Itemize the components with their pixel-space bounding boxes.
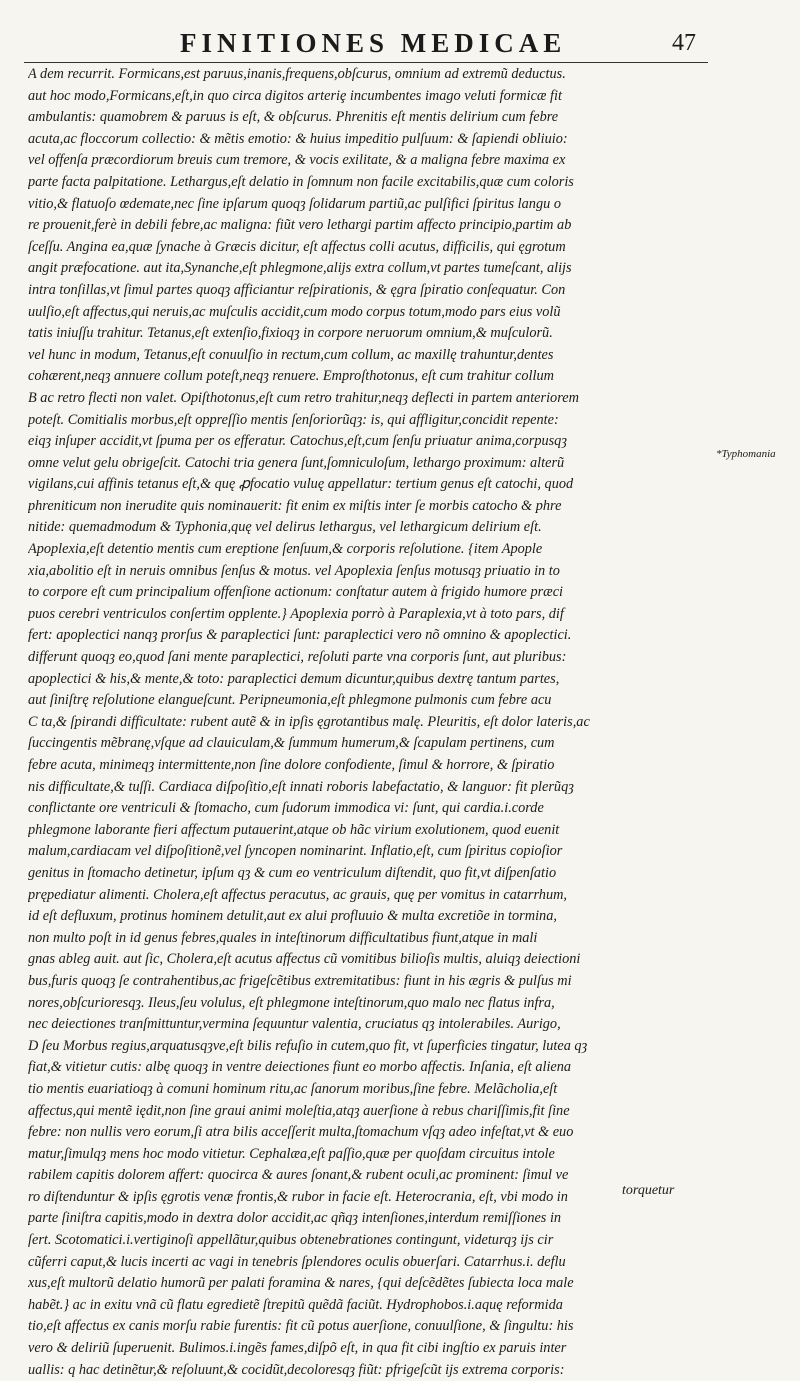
text-line: tio,eſt affectus ex canis morſu rabie furentis: fit cũ potus auerſione, conuulſione, & ſingultu: his: [28, 1318, 574, 1335]
text-line: conflictante ore ventriculi & ſtomacho, cum ſudorum immodica vi: ſunt, qui cardia.i.corde: [28, 800, 544, 817]
text-line: cũferri caput,& lucis incerti ac vagi in tenebris ſplendores oculis obuerſari. Catarrhus.i. deflu: [28, 1253, 566, 1270]
text-line: ſert. Scotomatici.i.vertiginoſi appellãtur,quibus obtenebrationes contingunt, videturqȝ ijs cir: [28, 1232, 554, 1249]
text-line: affectus,qui mentẽ iędit,non ſine graui animi moleſtia,atqȝ auerſione à rebus chariſſimis,fit ſine: [28, 1102, 570, 1119]
text-line: xia,abolitio eſt in neruis omnibus ſenſus & motus. vel Apoplexia ſenſus motusqȝ priuatio in to: [28, 562, 560, 579]
text-line: uallis: q hac detinẽtur,& reſoluunt,& cocidũt,decoloresqȝ fiũt: pfrigeſcũt ijs extrema corporis:: [28, 1361, 565, 1378]
text-line: vitio,& flatuoſo œdemate,nec ſine ipſarum quoqȝ ſolidarum partiũ,ac pulſifici ſpiritus langu o: [28, 195, 561, 212]
text-line: malum,cardiacam vel diſpoſitionẽ,vel ſyncopen nominarint. Inflatio,eſt, cum ſpiritus copioſior: [28, 843, 563, 860]
text-line: puos cerebri ventriculos conſertim opplente.} Apoplexia porrò à Paraplexia,vt à toto pars, dif: [28, 605, 564, 622]
page-number: 47: [672, 30, 696, 56]
text-line: intra tonſillas,vt ſimul partes quoqȝ afficiantur reſpirationis, & ęgra ſpiratio conſequatur. Con: [28, 281, 566, 298]
text-line: gnas ableg auit. aut ſic, Cholera,eſt acutus affectus cũ vomitibus bilioſis multis, aluiqȝ deiectioni: [28, 951, 581, 968]
text-line: re prouenit,ferè in debili febre,ac maligna: fiũt vero lethargi partim affecto principio,partim ab: [28, 217, 572, 234]
text-line: ſuccingentis mẽbranę,vſque ad clauiculam,& ſummum humerum,& ſcapulam pertinens, cum: [28, 735, 555, 752]
text-line: febre acuta, minimeqȝ intermittente,non ſine dolore confodiente, ſimul & horrore, & ſpiratio: [28, 757, 555, 773]
text-line: fiat,& vitietur cutis: albę quoqȝ in ventre deiectiones fiunt eo morbo affectis. Inſania, eſt aliena: [28, 1059, 572, 1076]
text-line: febre: non nullis vero eorum,ſi atra bilis acceſſerit multa,ſtomachum vſqȝ adeo infeſtat,vt & euo: [28, 1124, 574, 1141]
margin-note: *Typhomania: [716, 448, 776, 460]
text-line: habẽt.} ac in exitu vnã cũ flatu egredietẽ ſtrepitũ quẽdã faciũt. Hydrophobos.i.aquę reformida: [28, 1296, 563, 1313]
text-line: parte facta palpitatione. Lethargus,eſt delatio in ſomnum non facile excitabilis,quæ cum coloris: [28, 173, 574, 190]
text-line: fert: apoplectici nanqȝ prorſus & paraplectici ſunt: paraplectici vero nõ omnino & apoplectici.: [28, 627, 572, 644]
text-line: xus,eſt multorũ delatio humorũ per palati foramina & nares, {qui deſcẽdẽtes ſubiecta loca male: [28, 1275, 574, 1292]
text-line: matur,ſimulqȝ mens hoc modo vitietur. Cephalæa,eſt paſſio,quæ per quoſdam circuitus intole: [28, 1145, 555, 1162]
text-line: ſceſſu. Angina ea,quæ ſynache à Græcis dicitur, eſt affectus colli acutus, difficilis, qui ęgrotum: [28, 238, 566, 255]
text-line: to corpore eſt cum principalium offenſione actionum: conſtatur autem à frigido humore præci: [28, 584, 564, 601]
running-head: FINITIONES MEDICAE: [180, 28, 567, 58]
text-line: nec deiectiones tranſmittuntur,vermina ſequuntur valentia, cruciatus qȝ intolerabiles. Aurigo,: [28, 1016, 561, 1033]
text-line: vel offenſa præcordiorum breuis cum tremore, & vocis exilitate, & a maligna febre maxima ex: [28, 152, 566, 169]
text-line: ambulantis: quamobrem & paruus is eſt, & obſcurus. Phrenitis eſt mentis delirium cum febre: [28, 109, 559, 126]
text-line: differunt quoqȝ eo,quod ſani mente paraplectici, reſoluti parte vna corporis ſunt, aut pluribus:: [28, 649, 567, 666]
header-rule: [24, 62, 708, 63]
text-line: Apoplexia,eſt detentio mentis cum ereptione ſenſuum,& corporis reſolutione. {item Apople: [28, 541, 543, 558]
text-line: nis difficultate,& tuſſi. Cardiaca diſpoſitio,eſt innati roboris labefactatio, & languor: fit plerũqȝ: [28, 778, 574, 795]
text-line: cohærent,neqȝ annuere collum poteſt,neqȝ renuere. Emproſthotonus, eſt cum trahitur collum: [28, 368, 554, 385]
text-line: aut ſiniſtrę reſolutione elangueſcunt. Peripneumonia,eſt phlegmone pulmonis cum febre acu: [28, 692, 552, 709]
main-text-column: [28, 64, 708, 1381]
text-line: tatis iniuſſu trahitur. Tetanus,eſt extenſio,fixioqȝ in corpore neruorum omnium,& muſculorũ.: [28, 325, 553, 342]
text-line: parte ſiniſtra capitis,modo in dextra dolor accidit,ac qñqȝ intenſiones,interdum remiſſiones in: [28, 1210, 562, 1227]
text-line: vero & deliriũ ſuperuenit. Bulimos.i.ingẽs fames,diſpõ eſt, in qua fit cibi ingſtio ex paruis inter: [28, 1340, 567, 1357]
text-line: vigilans,cui affinis tetanus eſt,& quę ꝓfocatio vuluę appellatur: tertium genus eſt catochi, quod: [28, 476, 574, 493]
text-line: phlegmone laborante fieri affectum putauerint,atque ob hãc virium exolutionem, quod euenit: [28, 821, 560, 838]
text-line: phreniticum non inerudite quis nominauerit: fit enim ex miſtis inter ſe morbis catocho & phre: [28, 497, 562, 514]
text-line: apoplectici & his,& mente,& toto: paraplectici demum dicuntur,quibus dextrę tantum partes,: [28, 670, 560, 687]
text-line: nitide: quemadmodum & Typhonia,quę vel delirus lethargus, vel lethargicum delirium eſt.: [28, 519, 542, 536]
text-line: bus,furis quoqȝ ſe contrahentibus,ac frigeſcẽtibus extremitatibus: fiunt in his ægris & pulſus mi: [28, 972, 572, 989]
text-line: tio mentis euariatioqȝ à comuni hominum ritu,ac ſanorum moribus,ſine febre. Melãcholia,eſt: [28, 1080, 558, 1097]
catchword: torquetur: [622, 1183, 675, 1198]
text-line: D ſeu Morbus regius,arquatusqȝve,eſt bilis refuſio in cutem,quo fit, vt ſuperficies tingatur, lutea qȝ: [28, 1037, 588, 1054]
text-line: non multo poſt in id genus febres,quales in inteſtinorum difficultatibus fiunt,atque in mali: [28, 929, 538, 946]
text-line: eiqȝ inſuper accidit,vt ſpuma per os efferatur. Catochus,eſt,cum ſenſu priuatur anima,corpusqȝ: [28, 433, 567, 450]
text-line: genitus in ſtomacho detinetur, ipſum qȝ & cum eo ventriculum diſtendit, quo fit,vt diſpenſatio: [28, 864, 557, 881]
text-line: B ac retro flecti non valet. Opiſthotonus,eſt cum retro trahitur,neqȝ deflecti in partem anteriorem: [28, 389, 579, 406]
text-line: vel hunc in modum, Tetanus,eſt conuulſio in rectum,cum collum, ac maxillę trahuntur,dentes: [28, 346, 554, 363]
text-line: uulſio,eſt affectus,qui neruis,ac muſculis accidit,cum modo corpus totum,modo pars eius volũ: [28, 303, 561, 320]
text-line: ro diſtenduntur & ipſis ęgrotis venæ frontis,& rubor in facie eſt. Heterocrania, eſt, vbi modo in: [28, 1188, 568, 1205]
text-line: angit præfocatione. aut ita,Synanche,eſt phlegmone,alijs extra collum,vt partes tumeſcant, alijs: [28, 260, 572, 277]
text-line: C ta,& ſpirandi difficultate: rubent autẽ & in ipſis ęgrotantibus malę. Pleuritis, eſt dolor lateris,ac: [28, 713, 590, 730]
text-line: poteſt. Comitialis morbus,eſt oppreſſio mentis ſenſoriorũqȝ: is, qui affligitur,concidit repente:: [28, 411, 559, 428]
text-line: prępediatur alimenti. Cholera,eſt affectus peracutus, ac grauis, quę per vomitus in catarrhum,: [28, 886, 567, 903]
text-line: id eſt defluxum, protinus hominem detulit,aut ex alui profluuio & multa excretiõe in tormina,: [28, 908, 557, 925]
text-line: rabilem capitis dolorem affert: quocirca & aures ſonant,& rubent oculi,ac prominent: ſimul ve: [28, 1167, 569, 1184]
text-line: acuta,ac floccorum collectio: & mẽtis emotio: & huius impeditio pulſuum: & ſapiendi obliuio:: [28, 130, 568, 147]
text-line: nores,obſcurioresqȝ. Ileus,ſeu volulus, eſt phlegmone inteſtinorum,quo malo nec flatus infra,: [28, 994, 555, 1011]
text-line: omne velut gelu obrigeſcit. Catochi tria genera ſunt,ſomniculoſum, lethargo proximum: alterũ: [28, 454, 565, 471]
text-line: aut hoc modo,Formicans,eſt,in quo circa digitos arteriȩ incumbentes imago veluti formicæ fit: [28, 87, 562, 104]
text-line: A dem recurrit. Formicans,est paruus,inanis,frequens,obſcurus, omnium ad extremũ deductus.: [28, 66, 566, 82]
